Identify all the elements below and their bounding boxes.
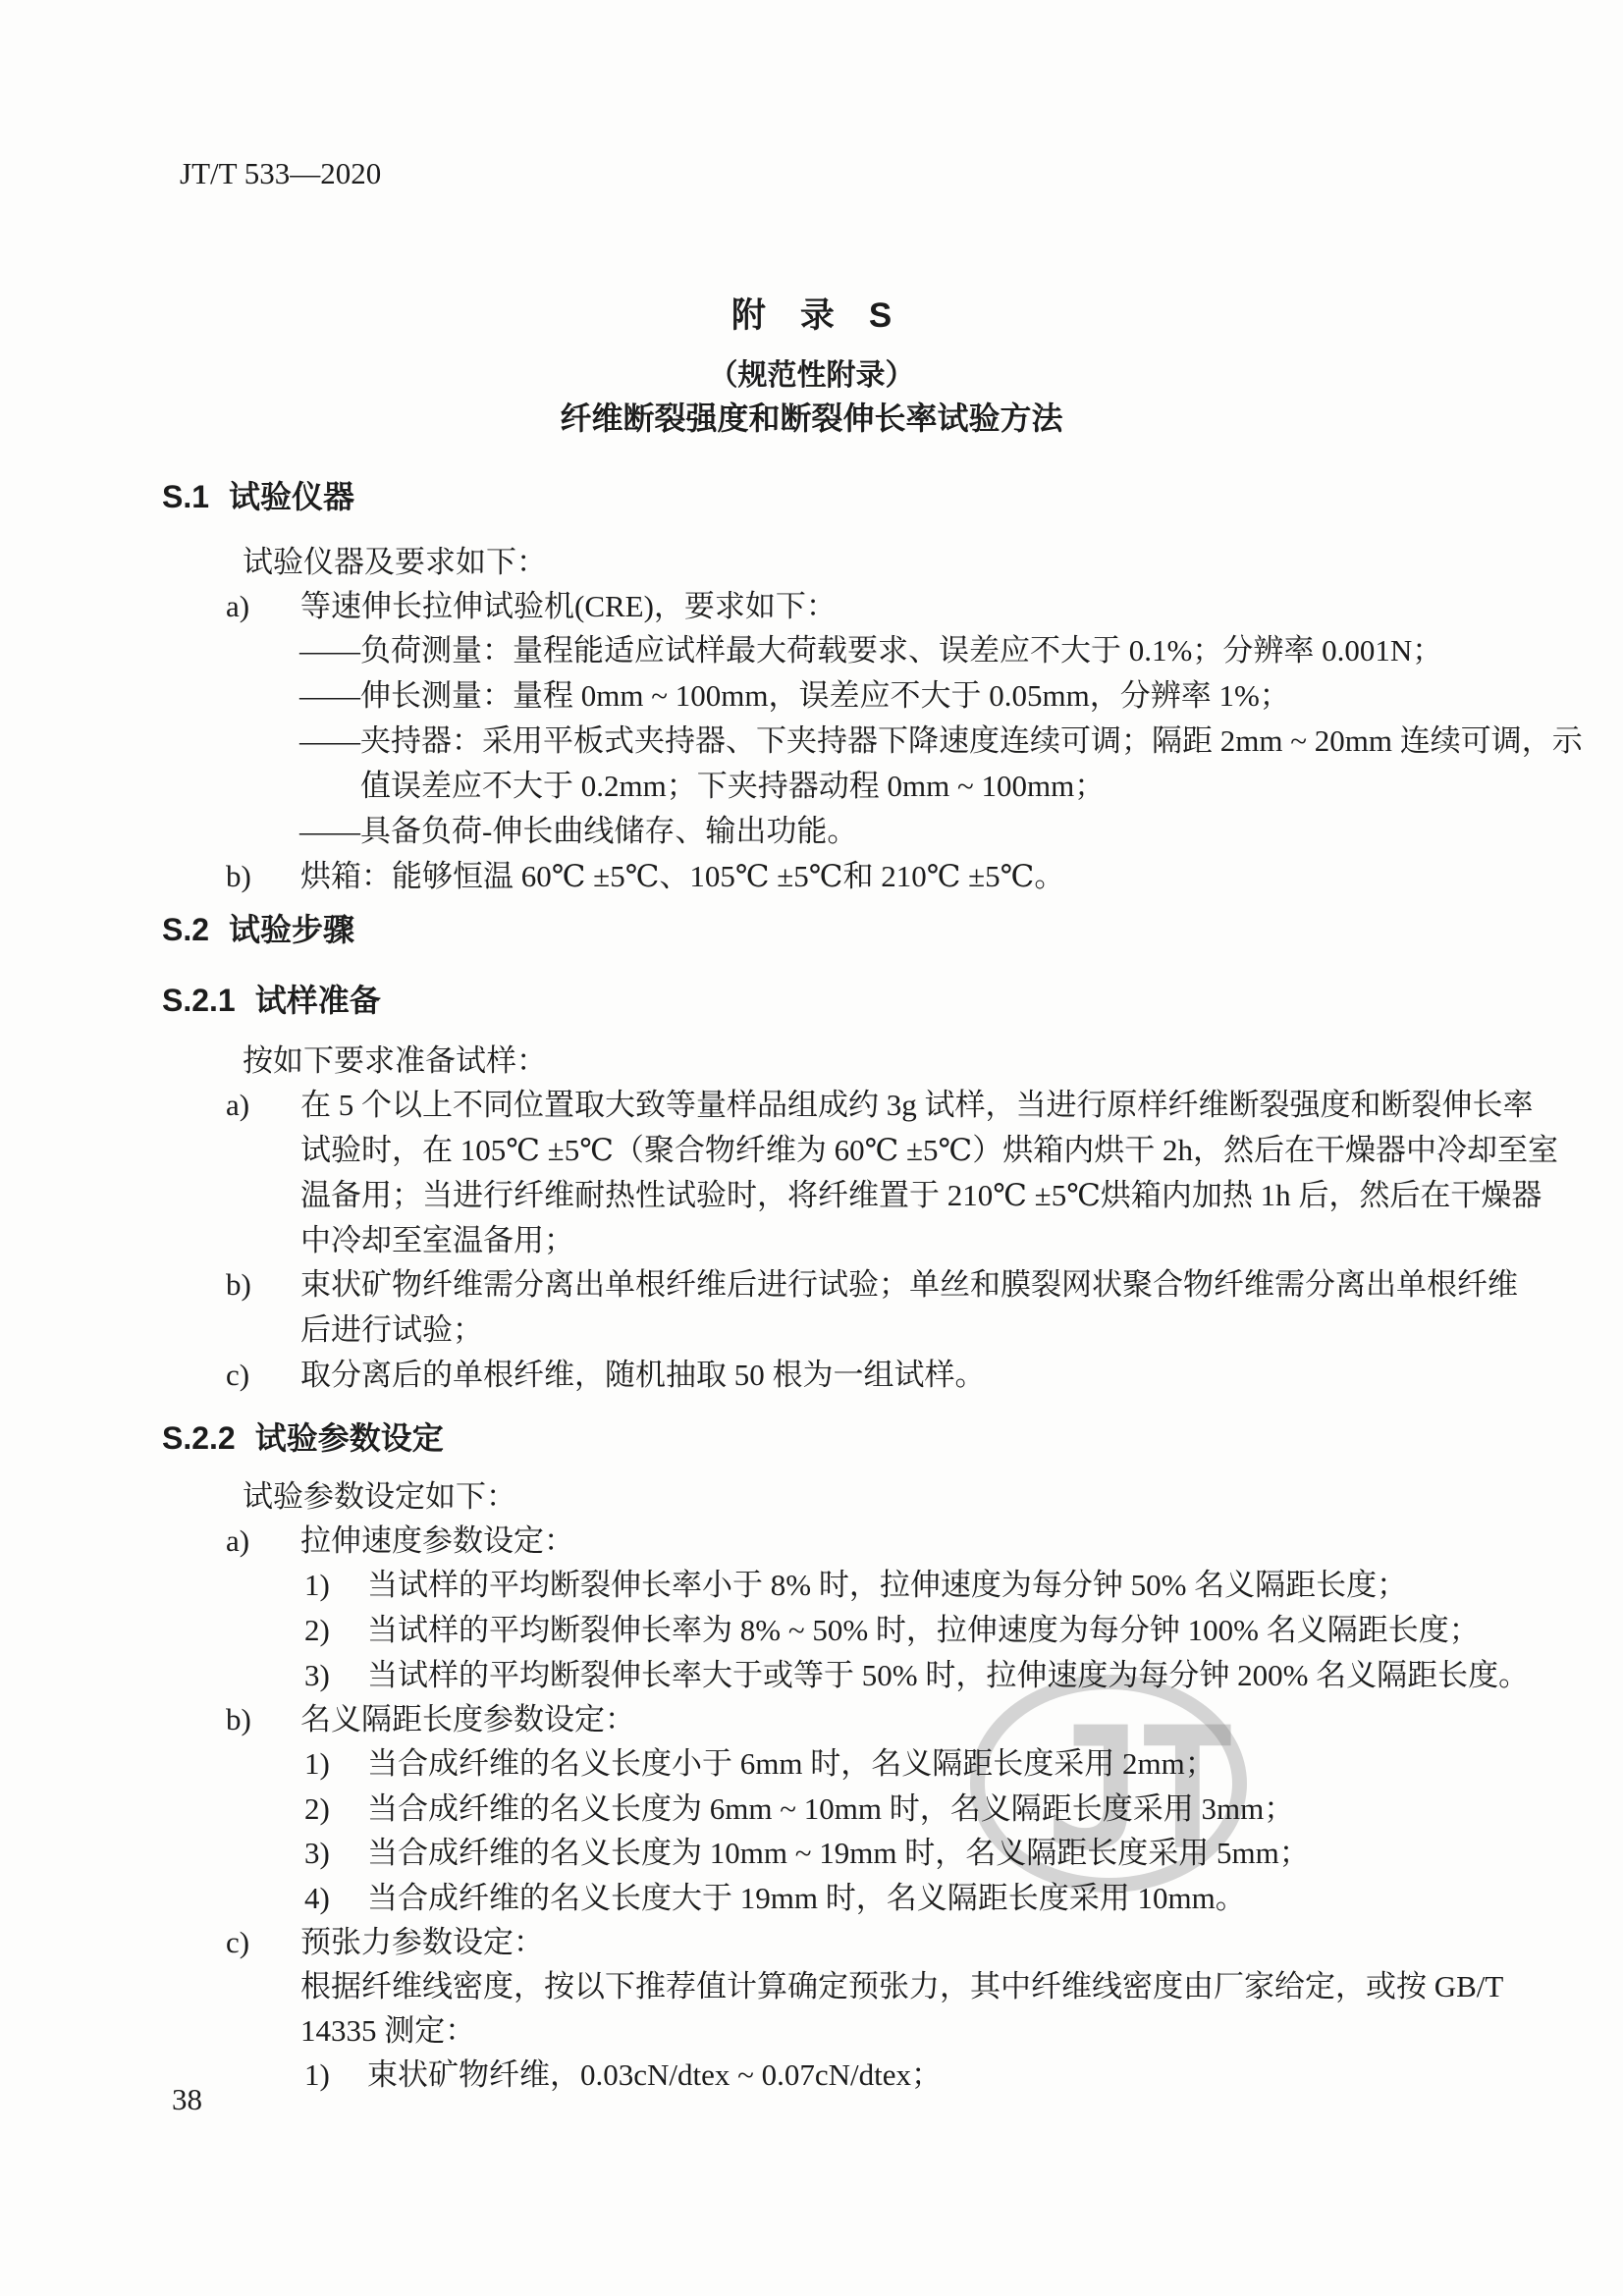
s1-dash-item-load: ——负荷测量：量程能适应试样最大荷载要求、误差应不大于 0.1%；分辨率 0.001N； [299,633,1443,667]
s22-item-a2-text: 当试样的平均断裂伸长率为 8% ~ 50% 时，拉伸速度为每分钟 100% 名义隔距长度； [367,1613,1480,1647]
s22-item-b4-text: 当合成纤维的名义长度大于 19mm 时，名义隔距长度采用 10mm。 [367,1881,1246,1915]
s22-item-a1-text: 当试样的平均断裂伸长率小于 8% 时，拉伸速度为每分钟 50% 名义隔距长度； [367,1568,1408,1602]
s22-item-b3 [304,1835,1310,1871]
s22-item-c1-label: 1) [304,2057,330,2092]
s1-item-a [226,588,837,624]
s22-item-b2-text: 当合成纤维的名义长度为 6mm ~ 10mm 时，名义隔距长度采用 3mm； [367,1791,1295,1826]
section-heading-s22 [162,1414,444,1459]
s21-item-a-text1: 在 5 个以上不同位置取大致等量样品组成约 3g 试样，当进行原样纤维断裂强度和断裂伸长率 [300,1088,1534,1122]
section-heading-s1 [162,472,354,517]
watermark-jt-text: JT [1045,1690,1229,1888]
s22-item-a2 [304,1612,1480,1648]
appendix-title: 附 录 S [730,296,893,335]
s1-item-b-label: b) [226,859,251,893]
s22-item-b3-label: 3) [304,1836,330,1870]
s22-item-a1-label: 1) [304,1568,330,1602]
section-s22-title: 试验参数设定 [254,1420,444,1456]
s21-intro: 按如下要求准备试样： [243,1043,547,1078]
s21-item-c-text: 取分离后的单根纤维，随机抽取 50 根为一组试样。 [300,1358,986,1392]
s21-item-a-line2: 试验时，在 105℃ ±5℃（聚合物纤维为 60℃ ±5℃）烘箱内烘干 2h，然后在干燥器中冷却至室 [300,1133,1558,1167]
s22-item-a2-label: 2) [304,1613,330,1647]
s22-item-a3 [304,1657,1529,1693]
s22-intro: 试验参数设定如下： [243,1479,516,1514]
s22-item-c-para-line1: 根据纤维线密度，按以下推荐值计算确定预张力，其中纤维线密度由厂家给定，或按 GB/T [300,1969,1504,2003]
s21-item-b-label: b) [226,1267,251,1302]
s1-dash-item-clamp-line1: ——夹持器：采用平板式夹持器、下夹持器下降速度连续可调；隔距 2mm ~ 20mm 连续可调，示 [299,723,1583,758]
s21-item-a-line1 [226,1087,1534,1123]
s22-item-c-text: 预张力参数设定： [300,1925,544,1959]
section-s1-title: 试验仪器 [229,479,355,514]
s21-item-a-line3: 温备用；当进行纤维耐热性试验时，将纤维置于 210℃ ±5℃烘箱内加热 1h 后，然后在干燥器 [300,1178,1542,1212]
s1-item-b [226,858,1064,894]
s22-item-c1-text: 束状矿物纤维，0.03cN/dtex ~ 0.07cN/dtex； [367,2057,943,2092]
page-number: 38 [172,2082,202,2116]
section-s1-number: S.1 [162,479,210,514]
s22-item-b1 [304,1745,1216,1782]
s22-item-a3-label: 3) [304,1658,330,1692]
s21-item-c [226,1357,986,1393]
section-s21-title: 试样准备 [254,983,381,1018]
s1-dash-item-curve: ——具备负荷-伸长曲线储存、输出功能。 [299,814,858,848]
s21-item-b-line2: 后进行试验； [300,1312,483,1347]
s1-item-b-text: 烘箱：能够恒温 60℃ ±5℃、105℃ ±5℃和 210℃ ±5℃。 [300,859,1065,893]
s1-dash-item-clamp-line2: 值误差应不大于 0.2mm；下夹持器动程 0mm ~ 100mm； [360,769,1106,803]
s22-item-b-label: b) [226,1702,251,1736]
s21-item-a-line4: 中冷却至室温备用； [300,1223,574,1257]
page-header-standard-number: JT/T 533—2020 [180,156,382,190]
s22-item-b1-label: 1) [304,1746,330,1781]
s21-item-b-text1: 束状矿物纤维需分离出单根纤维后进行试验；单丝和膜裂网状聚合物纤维需分离出单根纤维 [300,1267,1518,1302]
s22-item-b [226,1701,635,1737]
s22-item-a3-text: 当试样的平均断裂伸长率大于或等于 50% 时，拉伸速度为每分钟 200% 名义隔距长度。 [367,1658,1530,1692]
section-heading-s21 [162,976,381,1021]
s22-item-a-text: 拉伸速度参数设定： [300,1523,574,1558]
s22-item-b2-label: 2) [304,1791,330,1826]
s22-item-c1 [304,2056,942,2093]
section-s21-number: S.2.1 [162,983,236,1018]
s22-item-b1-text: 当合成纤维的名义长度小于 6mm 时，名义隔距长度采用 2mm； [367,1746,1216,1781]
appendix-subtitle: （规范性附录） [708,359,915,392]
s22-item-b4-label: 4) [304,1881,330,1915]
s22-item-c-para-line2: 14335 测定： [300,2013,476,2048]
s21-item-a-label: a) [226,1088,250,1122]
s22-item-a-label: a) [226,1523,250,1558]
s22-item-b-text: 名义隔距长度参数设定： [300,1702,635,1736]
s22-item-b2 [304,1790,1294,1827]
s21-item-b-line1 [226,1266,1518,1303]
s22-item-b4 [304,1880,1246,1916]
s22-item-a1 [304,1567,1407,1603]
s1-item-a-label: a) [226,589,250,623]
section-s22-number: S.2.2 [162,1420,236,1456]
s22-item-a [226,1522,574,1559]
s1-item-a-text: 等速伸长拉伸试验机(CRE)，要求如下： [300,589,837,623]
section-heading-s2 [162,905,354,950]
s22-item-b3-text: 当合成纤维的名义长度为 10mm ~ 19mm 时，名义隔距长度采用 5mm； [367,1836,1310,1870]
section-s2-title: 试验步骤 [229,912,355,947]
s22-item-c-label: c) [226,1925,250,1959]
s1-intro: 试验仪器及要求如下： [243,545,547,579]
s1-dash-item-elongation: ——伸长测量：量程 0mm ~ 100mm，误差应不大于 0.05mm，分辨率 1%； [299,678,1290,713]
s22-item-c [226,1924,544,1960]
appendix-name: 纤维断裂强度和断裂伸长率试验方法 [560,400,1063,436]
s21-item-c-label: c) [226,1358,250,1392]
section-s2-number: S.2 [162,912,210,947]
